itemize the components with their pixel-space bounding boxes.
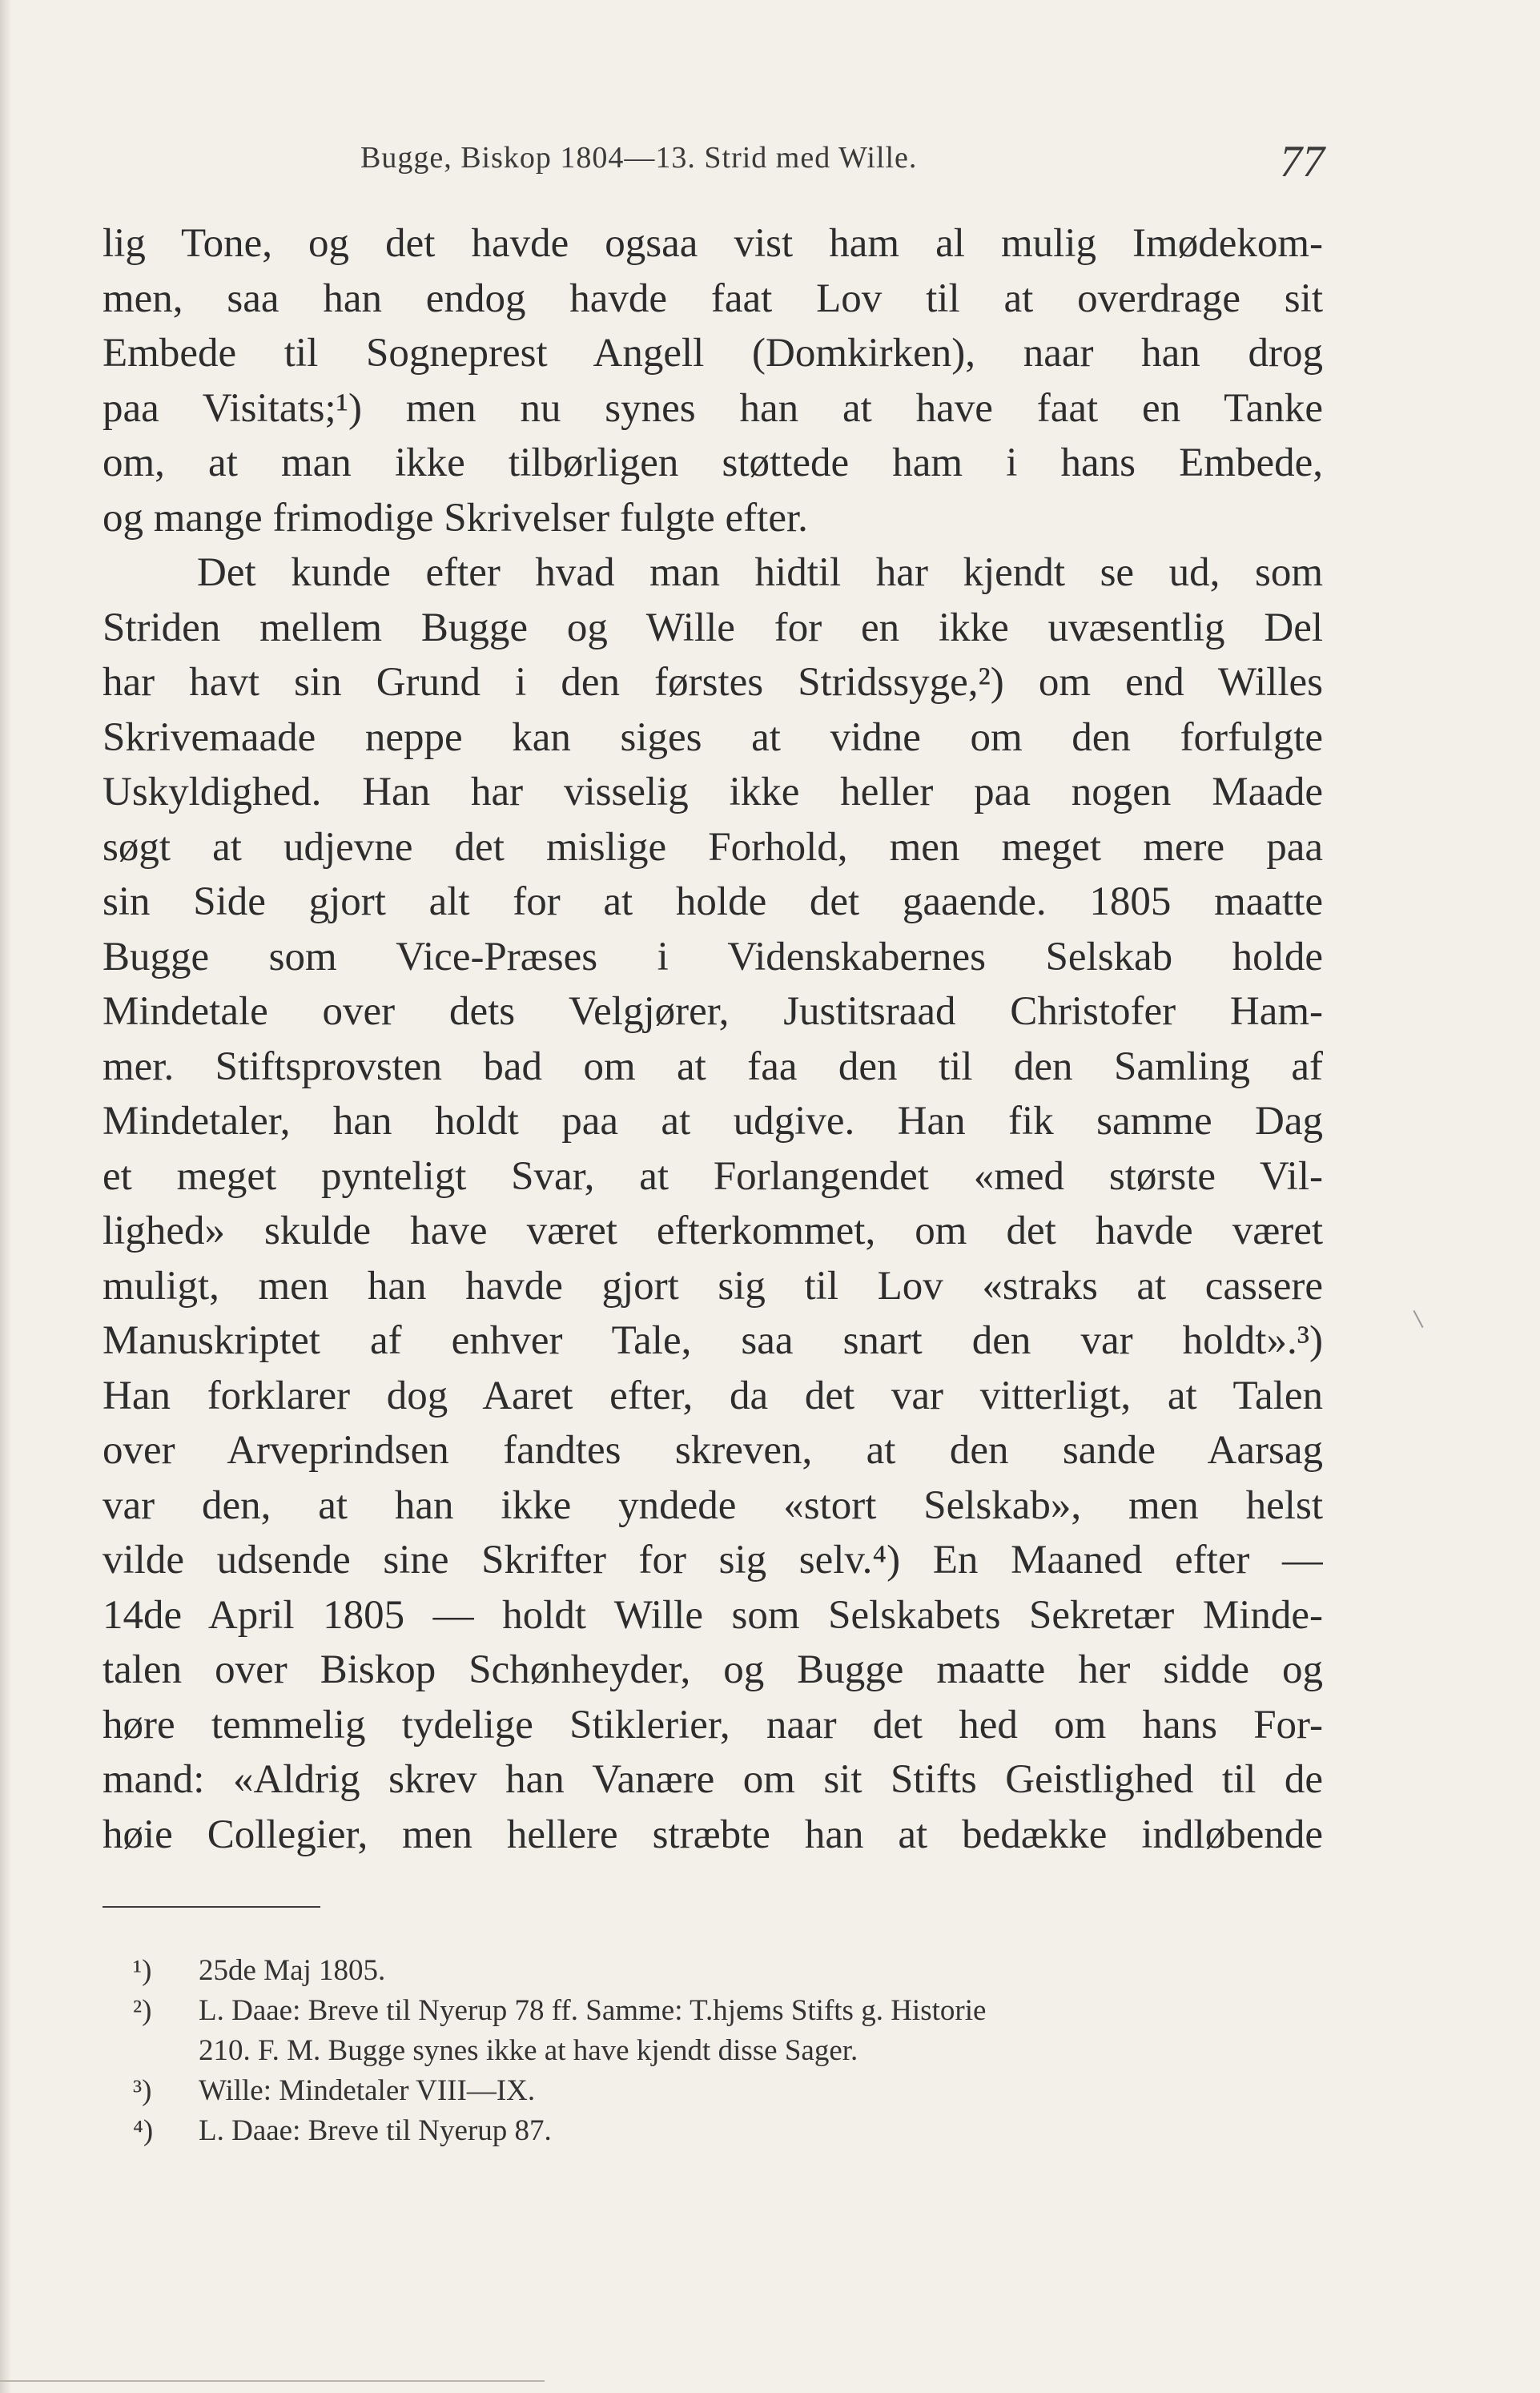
footnote: [133, 2111, 1326, 2151]
text-line: Striden mellem Bugge og Wille for en ikke uvæsentlig Del: [103, 605, 1323, 650]
text-line: Han forklarer dog Aaret efter, da det var vitterligt, at Talen: [103, 1373, 1323, 1418]
text-line: Det kunde efter hvad man hidtil har kjendt se ud, som: [197, 550, 1323, 595]
text-line: lig Tone, og det havde ogsaa vist ham al mulig Imødekom-: [103, 221, 1323, 266]
text-line: Manuskriptet af enhver Tale, saa snart den var holdt».³): [103, 1318, 1323, 1363]
text-line: og mange frimodige Skrivelser fulgte efter.: [103, 495, 808, 541]
footnote-text: Wille: Mindetaler VIII—IX.: [199, 2074, 536, 2107]
text-line: Embede til Sogneprest Angell (Domkirken), naar han drog: [103, 331, 1323, 376]
text-line: mer. Stiftsprovsten bad om at faa den til den Samling af: [103, 1044, 1323, 1089]
text-line: har havt sin Grund i den førstes Stridssyge,²) om end Willes: [103, 660, 1323, 705]
text-line: høre temmelig tydelige Stiklerier, naar det hed om hans For-: [103, 1702, 1323, 1747]
page-header: [0, 136, 1540, 200]
text-line: mand: «Aldrig skrev han Vanære om sit Stifts Geistlighed til de: [103, 1757, 1323, 1802]
running-head: Bugge, Biskop 1804—13. Strid med Wille.: [360, 141, 918, 175]
footnote-marker: ¹): [133, 1954, 152, 1987]
page-gutter-shadow: [0, 0, 11, 2393]
footnote-text: 25de Maj 1805.: [199, 1954, 386, 1987]
stray-mark: [1413, 1310, 1423, 1328]
footnote-marker: ²): [133, 1994, 152, 2027]
text-line: høie Collegier, men hellere stræbte han at bedække indløbende: [103, 1812, 1323, 1857]
footnote: [133, 2071, 1326, 2111]
text-line: Uskyldighed. Han har visselig ikke heller paa nogen Maade: [103, 770, 1323, 814]
text-line: vilde udsende sine Skrifter for sig selv.⁴) En Maaned efter —: [103, 1538, 1323, 1583]
text-line: Mindetale over dets Velgjører, Justitsraad Christofer Ham-: [103, 989, 1323, 1034]
body-text: [103, 216, 1323, 1862]
text-line: paa Visitats;¹) men nu synes han at have faat en Tanke: [103, 385, 1323, 431]
text-line: men, saa han endog havde faat Lov til at overdrage sit: [103, 275, 1323, 321]
text-line: var den, at han ikke yndede «stort Selskab», men helst: [103, 1482, 1323, 1528]
footnote-text: L. Daae: Breve til Nyerup 78 ff. Samme: T.hjems Stifts g. Historie: [199, 1994, 987, 2027]
text-line: Mindetaler, han holdt paa at udgive. Han fik samme Dag: [103, 1099, 1323, 1144]
footnotes: [133, 1951, 1326, 2151]
text-line: 14de April 1805 — holdt Wille som Selskabets Sekretær Minde-: [103, 1592, 1323, 1638]
text-line: muligt, men han havde gjort sig til Lov «straks at cassere: [103, 1263, 1323, 1309]
text-line: Bugge som Vice-Præses i Videnskabernes Selskab holde: [103, 934, 1323, 979]
footnote-text: L. Daae: Breve til Nyerup 87.: [199, 2114, 552, 2147]
footnote-marker: ⁴): [133, 2114, 154, 2147]
footnote: [133, 1951, 1326, 1991]
scan-edge-line: [0, 2380, 545, 2382]
text-line: om, at man ikke tilbørligen støttede ham i hans Embede,: [103, 440, 1323, 485]
text-line: over Arveprindsen fandtes skreven, at den sande Aarsag: [103, 1428, 1323, 1473]
footnote-marker: ³): [133, 2074, 152, 2107]
text-line: sin Side gjort alt for at holde det gaaende. 1805 maatte: [103, 879, 1323, 924]
footnote-continuation: 210. F. M. Bugge synes ikke at have kjendt disse Sager.: [199, 2034, 858, 2067]
footnote: [133, 1991, 1326, 2071]
text-line: Skrivemaade neppe kan siges at vidne om den forfulgte: [103, 714, 1323, 760]
footnote-rule: [103, 1906, 320, 1908]
text-line: lighed» skulde have været efterkommet, om det havde været: [103, 1209, 1323, 1253]
text-line: et meget pynteligt Svar, at Forlangendet «med største Vil-: [103, 1153, 1323, 1199]
page-number: 77: [1280, 137, 1325, 187]
text-line: talen over Biskop Schønheyder, og Bugge maatte her sidde og: [103, 1647, 1323, 1692]
text-line: søgt at udjevne det mislige Forhold, men meget mere paa: [103, 824, 1323, 870]
